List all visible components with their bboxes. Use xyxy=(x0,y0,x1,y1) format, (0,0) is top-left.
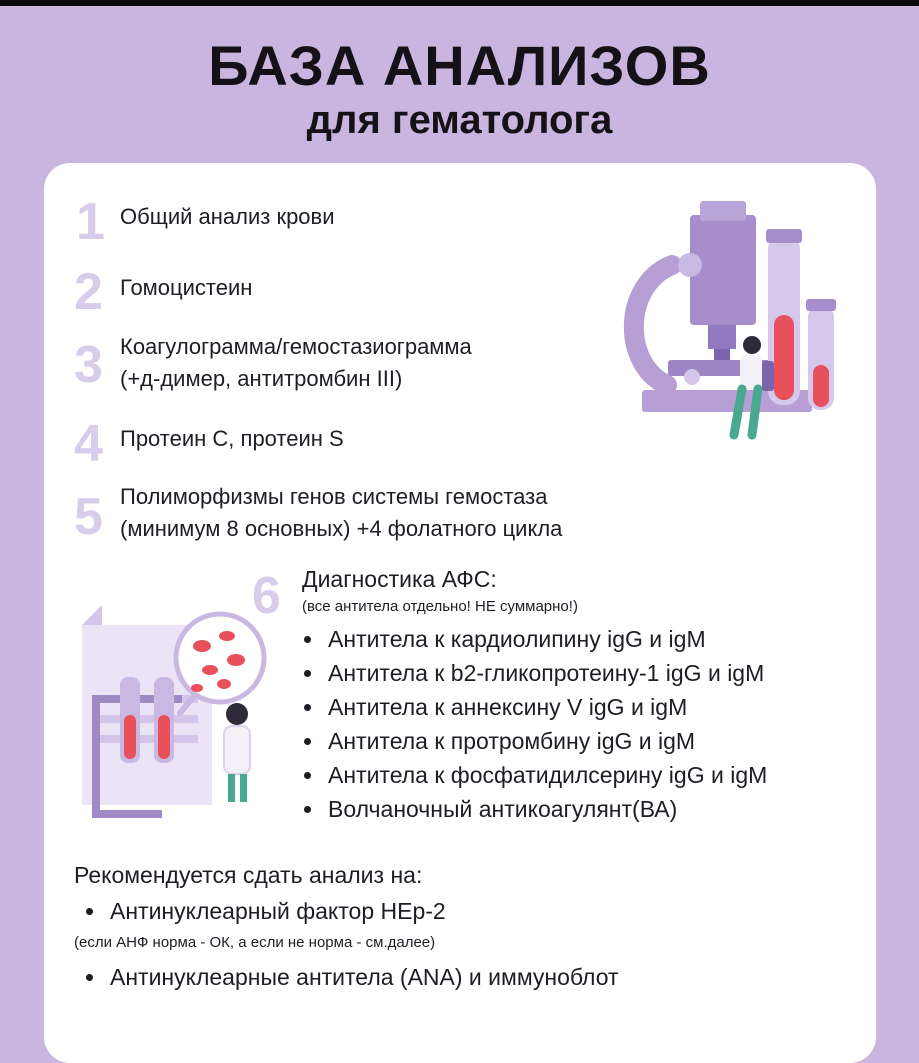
test-item-5-line-2: (минимум 8 основных) +4 фолатного цикла xyxy=(120,516,563,541)
test-item-1: Общий анализ крови xyxy=(120,204,335,229)
item-number-3: 3 xyxy=(74,336,103,394)
test-item-3-line-1: Коагулограмма/гемостазиограмма xyxy=(120,334,472,359)
test-item-5-line-1: Полиморфизмы генов системы гемостаза xyxy=(120,484,548,509)
item-number-5: 5 xyxy=(74,488,103,546)
scientist-icon xyxy=(212,700,262,810)
list-item: Антитела к протромбину igG и igM xyxy=(302,724,767,758)
top-edge-bar xyxy=(0,0,919,6)
list-item: Антинуклеарные антитела (ANA) и иммуноблот xyxy=(84,960,619,994)
item-number-4: 4 xyxy=(74,415,103,473)
recommended-note: (если АНФ норма - ОК, а если не норма - см.далее) xyxy=(74,934,436,951)
list-item: Волчаночный антикоагулянт(ВА) xyxy=(302,792,767,826)
recommended-title: Рекомендуется сдать анализ на: xyxy=(74,862,423,888)
microscope-icon xyxy=(612,195,842,455)
afs-list xyxy=(302,622,767,826)
afs-title: Диагностика АФС: xyxy=(302,566,497,592)
list-item: Антитела к фосфатидилсерину igG и igM xyxy=(302,758,767,792)
recommended-list-1 xyxy=(84,894,446,928)
test-item-2: Гомоцистеин xyxy=(120,275,253,300)
list-item: Антитела к b2-гликопротеину-1 igG и igM xyxy=(302,656,767,690)
page-title: БАЗА АНАЛИЗОВ xyxy=(208,34,711,97)
test-item-3-line-2: (+д-димер, антитромбин III) xyxy=(120,366,403,391)
item-number-6: 6 xyxy=(252,567,281,625)
item-number-1: 1 xyxy=(76,193,105,251)
test-item-4: Протеин С, протеин S xyxy=(120,426,344,451)
afs-note: (все антитела отдельно! НЕ суммарно!) xyxy=(302,598,578,615)
item-number-2: 2 xyxy=(74,263,103,321)
list-item: Антинуклеарный фактор НЕр-2 xyxy=(84,894,446,928)
page-subtitle: для гематолога xyxy=(306,98,613,142)
recommended-list-2 xyxy=(84,960,619,994)
list-item: Антитела к кардиолипину igG и igM xyxy=(302,622,767,656)
list-item: Антитела к аннексину V igG и igM xyxy=(302,690,767,724)
